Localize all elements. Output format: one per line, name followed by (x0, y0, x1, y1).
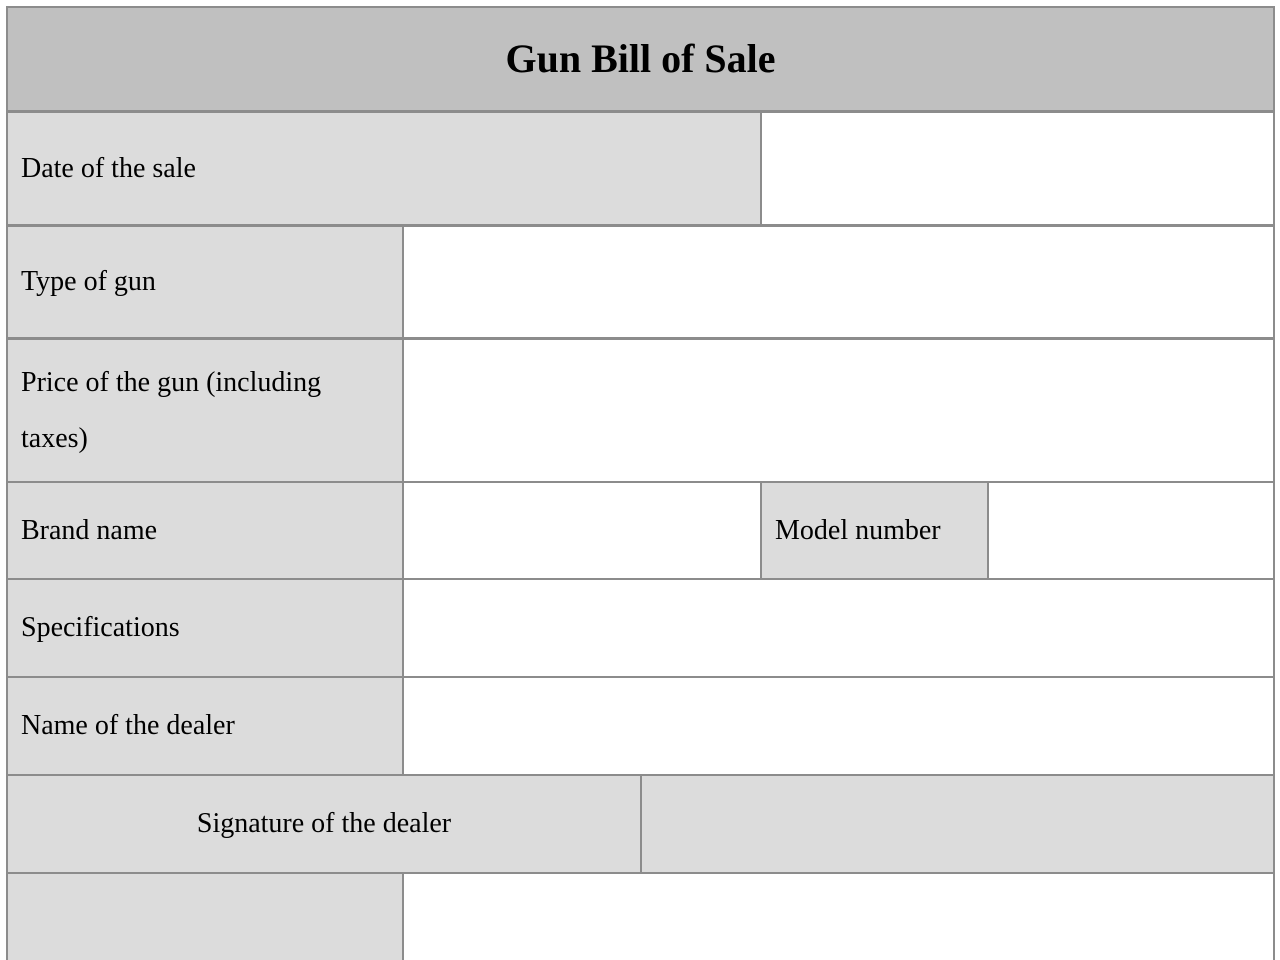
price-of-gun-field[interactable] (402, 338, 1275, 483)
type-of-gun-label: Type of gun (6, 225, 404, 339)
type-of-gun-field[interactable] (402, 225, 1275, 339)
brand-name-label: Brand name (6, 481, 404, 580)
model-number-label: Model number (760, 481, 989, 580)
specifications-field[interactable] (402, 578, 1275, 678)
form-title: Gun Bill of Sale (6, 6, 1275, 112)
dealer-name-label: Name of the dealer (6, 676, 404, 776)
bottom-row-field[interactable] (402, 872, 1275, 960)
brand-name-field[interactable] (402, 481, 762, 580)
date-of-sale-field[interactable] (760, 111, 1275, 226)
price-of-gun-label: Price of the gun (including taxes) (6, 338, 404, 483)
date-of-sale-label: Date of the sale (6, 111, 762, 226)
dealer-name-field[interactable] (402, 676, 1275, 776)
dealer-signature-field[interactable] (640, 774, 1275, 874)
model-number-field[interactable] (987, 481, 1275, 580)
specifications-label: Specifications (6, 578, 404, 678)
bottom-row-label (6, 872, 404, 960)
dealer-signature-label: Signature of the dealer (6, 774, 642, 874)
